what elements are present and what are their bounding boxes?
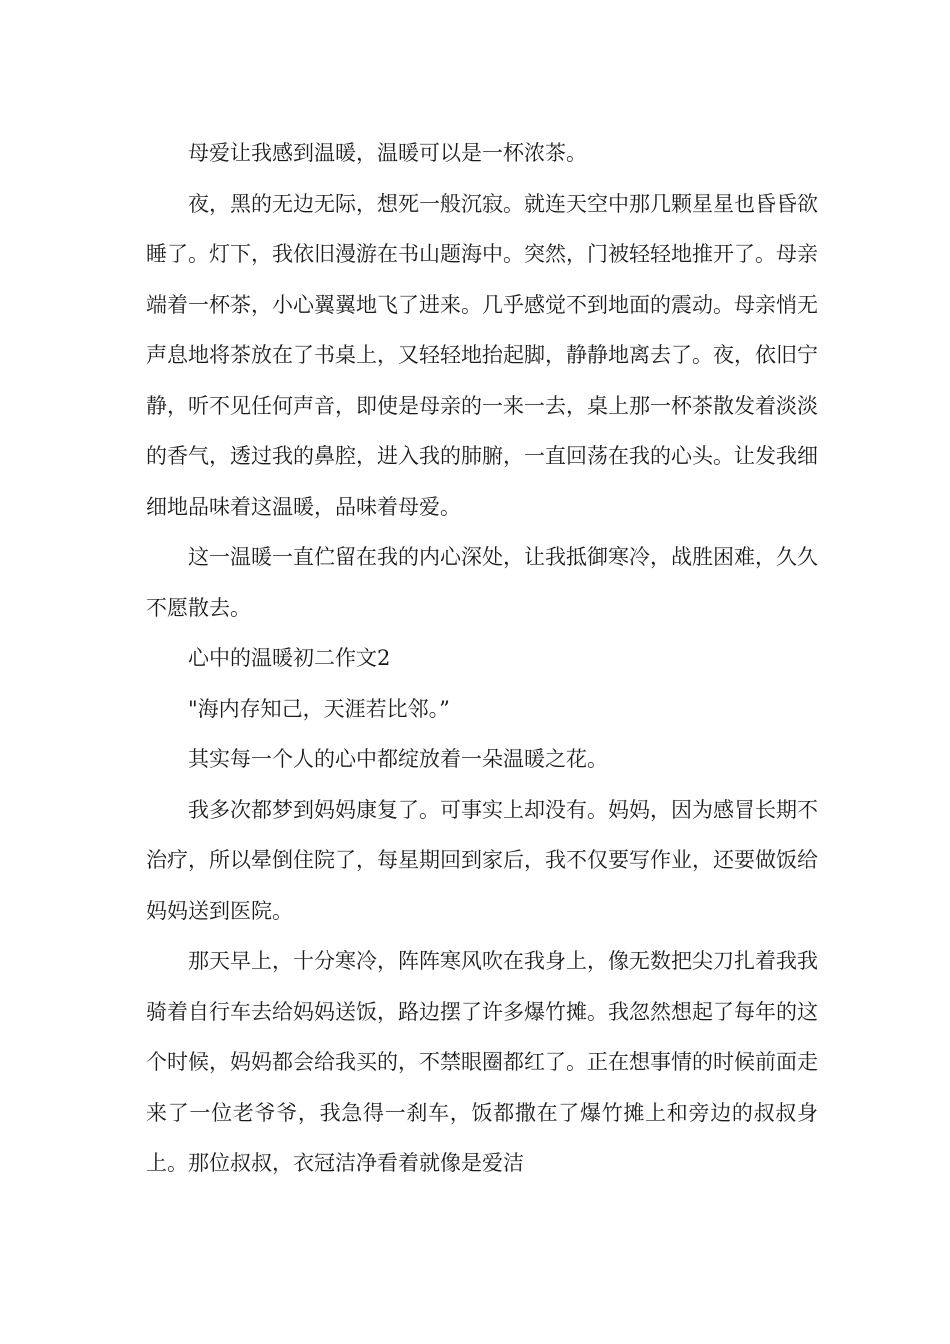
section-heading: 心中的温暖初二作文2 [188,646,391,670]
paragraph-3: 这一温暖一直伫留在我的内心深处，让我抵御寒冷，战胜困难，久久不愿散去。 [146,545,818,620]
paragraph-2: 夜，黑的无边无际，想死一般沉寂。就连天空中那几颗星星也昏昏欲睡了。灯下，我依旧漫游在书山题海中。突然，门被轻轻地推开了。母亲端着一杯茶，小心翼翼地飞了进来。几乎感觉不到地面的震动。母亲悄无声息地将茶放在了书桌上，又轻轻地抬起脚，静静地离去了。夜，依旧宁静，听不见任何声音，即使是母亲的一来一去，桌上那一杯茶散发着淡淡的香气，透过我的鼻腔，进入我的肺腑，一直回荡在我的心头。让发我细细地品味着这温暖，品味着母爱。 [146,191,818,519]
document-body [146,128,818,1189]
paragraph-1: 母爱让我感到温暖，温暖可以是一杯浓茶。 [188,141,587,165]
paragraph-5: 我多次都梦到妈妈康复了。可事实上却没有。妈妈，因为感冒长期不治疗，所以晕倒住院了，每星期回到家后，我不仅要写作业，还要做饭给妈妈送到医院。 [146,797,818,923]
quote-line: "海内存知己，天涯若比邻。” [188,696,450,721]
paragraph-6: 那天早上，十分寒冷，阵阵寒风吹在我身上，像无数把尖刀扎着我我骑着自行车去给妈妈送饭，路边摆了许多爆竹摊。我忽然想起了每年的这个时候，妈妈都会给我买的，不禁眼圈都红了。正在想事情的时候前面走来了一位老爷爷，我急得一刹车，饭都撒在了爆竹摊上和旁边的叔叔身上。那位叔叔，衣冠洁净看着就像是爱洁 [146,949,818,1175]
paragraph-4: 其实每一个人的心中都绽放着一朵温暖之花。 [188,747,608,771]
